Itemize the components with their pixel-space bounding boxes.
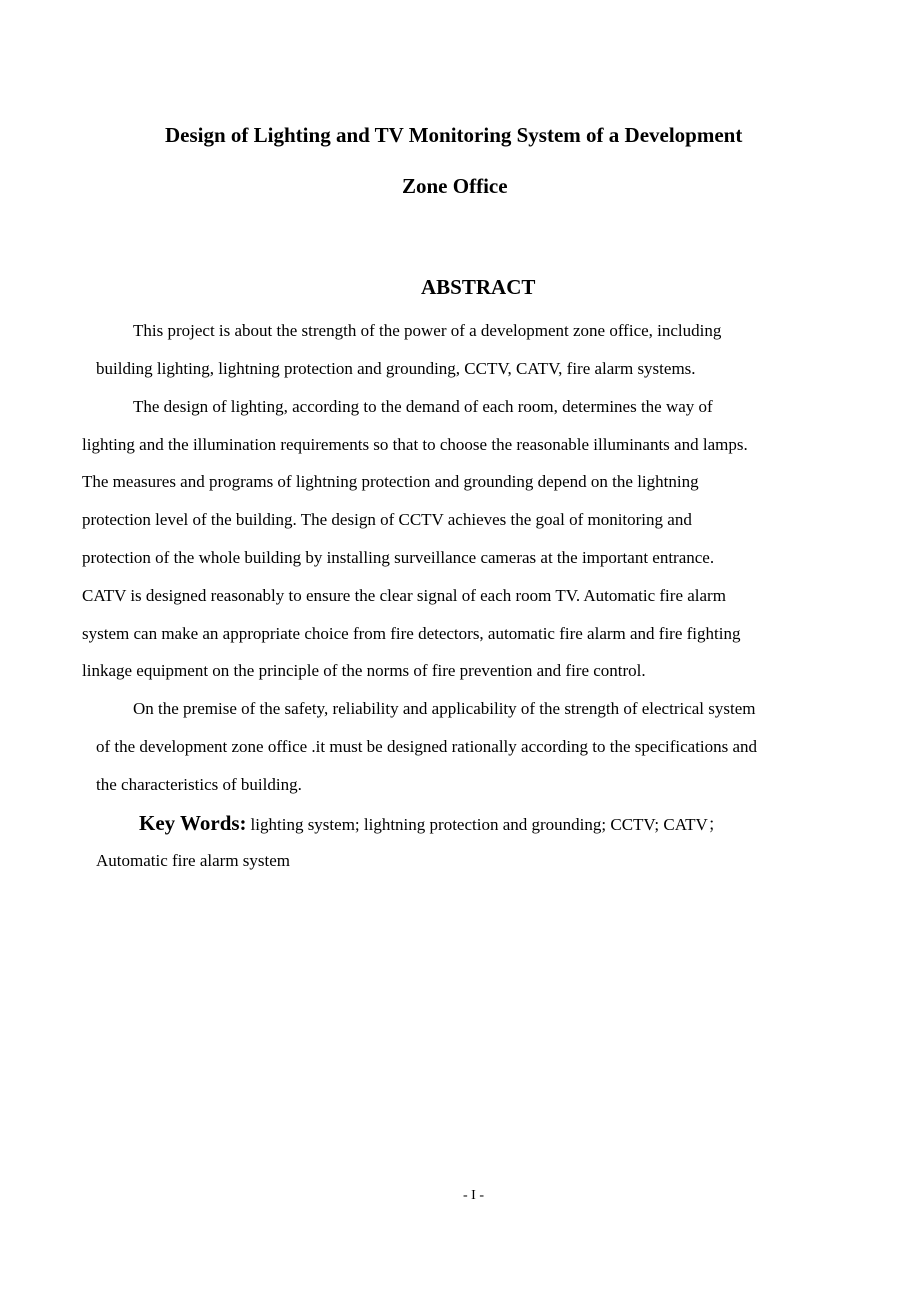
paragraph-2-line-1: The design of lighting, according to the demand of each room, determines the way of — [133, 397, 713, 416]
keywords-line-2: Automatic fire alarm system — [96, 851, 291, 870]
keywords-label: Key Words: — [139, 811, 247, 835]
paragraph-2-line-7: system can make an appropriate choice from fire detectors, automatic fire alarm and fire fighting — [82, 624, 741, 643]
paragraph-2-line-2: lighting and the illumination requirements so that to choose the reasonable illuminants and lamps. — [82, 435, 748, 454]
paragraph-2-line-4: protection level of the building. The design of CCTV achieves the goal of monitoring and — [82, 510, 692, 529]
paragraph-3-line-2: of the development zone office .it must be designed rationally according to the specifications and — [96, 737, 758, 756]
paragraph-2-line-6: CATV is designed reasonably to ensure the clear signal of each room TV. Automatic fire alarm — [82, 586, 726, 605]
paragraph-2-line-3: The measures and programs of lightning protection and grounding depend on the lightning — [82, 472, 699, 491]
paragraph-3-line-1: On the premise of the safety, reliability and applicability of the strength of electrical system — [133, 699, 756, 718]
abstract-heading: ABSTRACT — [421, 275, 536, 299]
paragraph-1-line-1: This project is about the strength of the power of a development zone office, including — [133, 321, 722, 340]
paragraph-2-line-8: linkage equipment on the principle of the norms of fire prevention and fire control. — [82, 661, 646, 680]
keywords-list: lighting system; lightning protection and grounding; CCTV; CATV； — [250, 815, 725, 834]
document-title-line-2: Zone Office — [402, 174, 508, 198]
page-number: - I - — [463, 1188, 484, 1203]
document-title-line-1: Design of Lighting and TV Monitoring System of a Development — [165, 123, 743, 147]
keywords-line-1 — [139, 810, 725, 836]
paragraph-3-line-3: the characteristics of building. — [96, 775, 302, 794]
paragraph-1-line-2: building lighting, lightning protection and grounding, CCTV, CATV, fire alarm systems. — [96, 359, 696, 378]
paragraph-2-line-5: protection of the whole building by installing surveillance cameras at the important entrance. — [82, 548, 715, 567]
